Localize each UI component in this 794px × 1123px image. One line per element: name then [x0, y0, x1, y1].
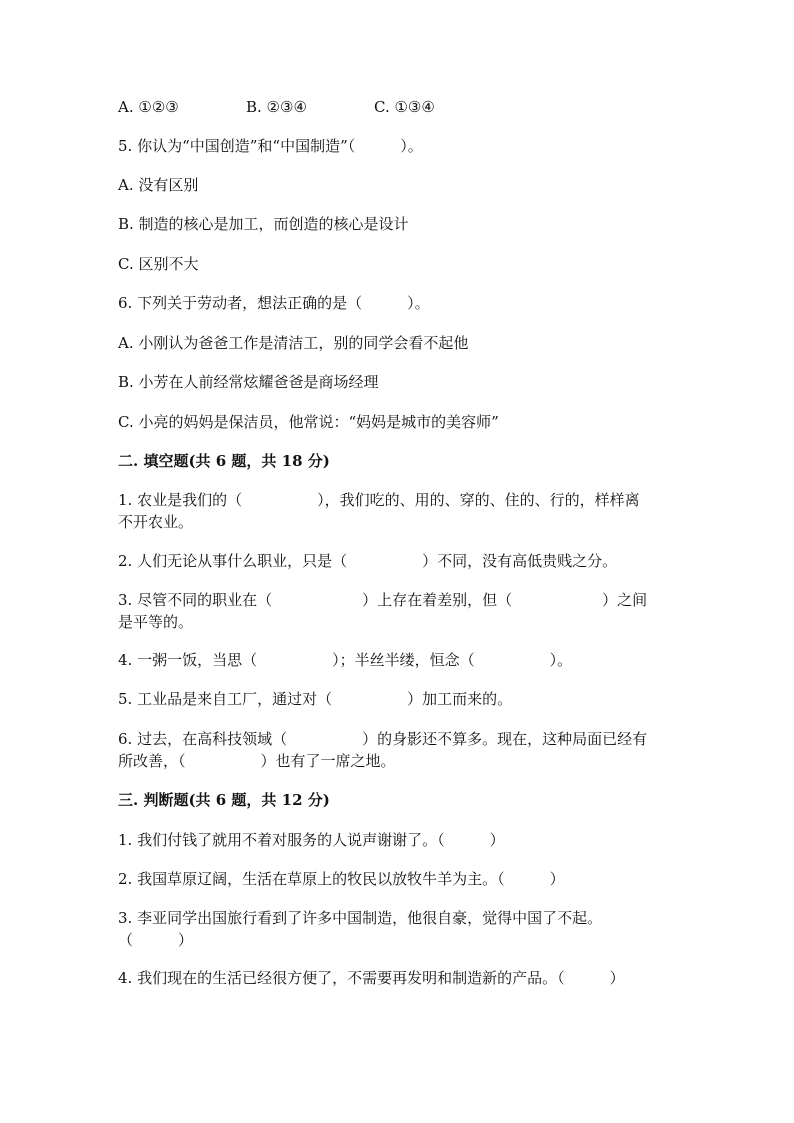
mc-q5-option-c: C. 区别不大 [118, 255, 199, 273]
prev-question-options [118, 96, 678, 118]
fill-q1-line2: 不开农业。 [118, 513, 194, 531]
fill-q5: 5. 工业品是来自工厂，通过对（ ）加工而来的。 [118, 690, 513, 708]
fill-q4: 4. 一粥一饭，当思（ ）；半丝半缕，恒念（ ）。 [118, 651, 573, 669]
mc-q6-option-c: C. 小亮的妈妈是保洁员，他常说：“妈妈是城市的美容师” [118, 413, 499, 431]
mc-q5-option-a: A. 没有区别 [118, 176, 199, 194]
section2-heading: 二. 填空题(共 6 题，共 18 分) [118, 452, 330, 470]
mc-q6-option-b: B. 小芳在人前经常炫耀爸爸是商场经理 [118, 373, 379, 391]
judge-q2: 2. 我国草原辽阔，生活在草原上的牧民以放牧牛羊为主。（ ） [118, 870, 565, 888]
fill-q6-line1: 6. 过去，在高科技领域（ ）的身影还不算多。现在，这种局面已经有 [118, 730, 648, 748]
mc-q6-stem: 6. 下列关于劳动者，想法正确的是（ ）。 [118, 294, 430, 312]
fill-q1-line1: 1. 农业是我们的（ ），我们吃的、用的、穿的、住的、行的，样样离 [118, 491, 640, 509]
fill-q3-line1: 3. 尽管不同的职业在（ ）上存在着差别，但（ ）之间 [118, 591, 648, 609]
fill-q3-line2: 是平等的。 [118, 613, 194, 631]
fill-q2: 2. 人们无论从事什么职业，只是（ ）不同，没有高低贵贱之分。 [118, 552, 618, 570]
option-c: C. ①③④ [374, 98, 435, 116]
section3-heading: 三. 判断题(共 6 题，共 12 分) [118, 791, 330, 809]
judge-q1: 1. 我们付钱了就用不着对服务的人说声谢谢了。（ ） [118, 831, 505, 849]
judge-q3-line1: 3. 李亚同学出国旅行看到了许多中国制造，他很自豪，觉得中国了不起。 [118, 909, 603, 927]
option-b: B. ②③④ [246, 98, 307, 116]
judge-q4: 4. 我们现在的生活已经很方便了，不需要再发明和制造新的产品。（ ） [118, 969, 625, 987]
mc-q5-option-b: B. 制造的核心是加工，而创造的核心是设计 [118, 215, 409, 233]
fill-q6-line2: 所改善，（ ）也有了一席之地。 [118, 752, 396, 770]
option-a: A. ①②③ [118, 98, 179, 116]
mc-q6-option-a: A. 小刚认为爸爸工作是清洁工，别的同学会看不起他 [118, 334, 469, 352]
judge-q3-line2: （ ） [118, 931, 194, 949]
mc-q5-stem: 5. 你认为“中国创造”和“中国制造”（ ）。 [118, 137, 423, 155]
